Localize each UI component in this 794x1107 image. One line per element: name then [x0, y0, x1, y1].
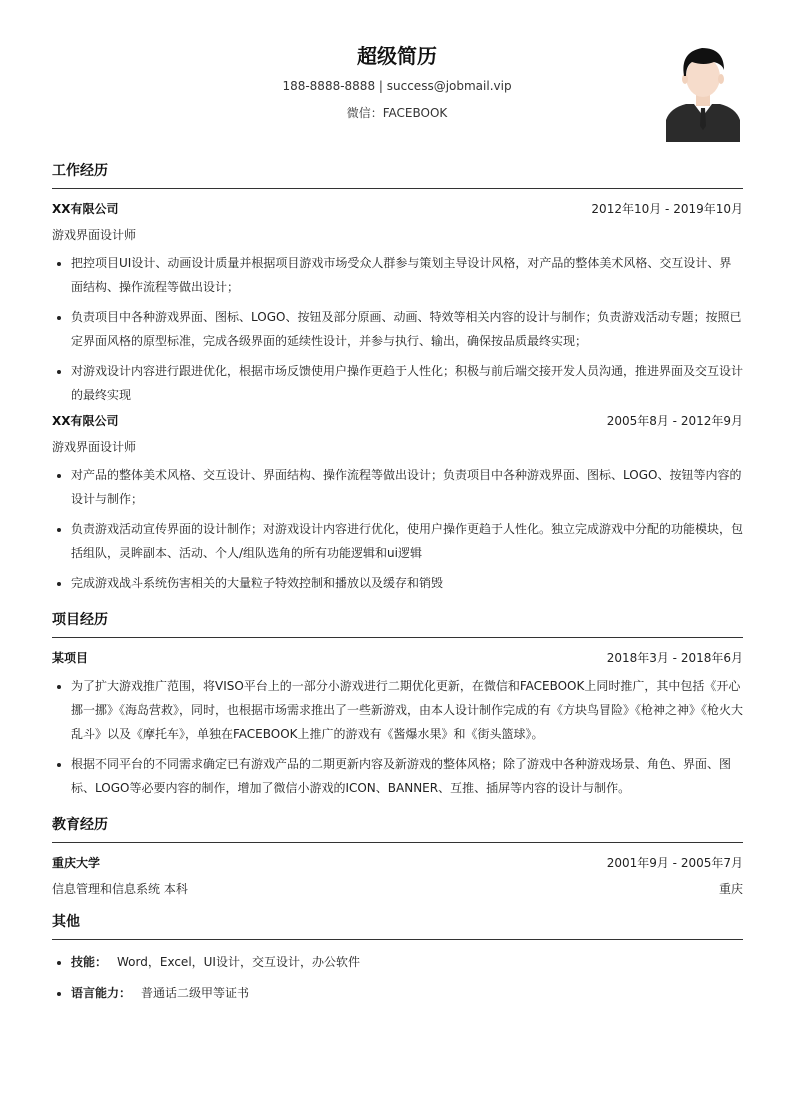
- work-date: 2005年8月 - 2012年9月: [606, 414, 743, 428]
- education-date: 2001年9月 - 2005年7月: [606, 856, 743, 870]
- education-section-title: 教育经历: [52, 814, 743, 843]
- work-duties: [52, 251, 743, 407]
- project-section-title: 项目经历: [52, 609, 743, 638]
- language-item: [71, 983, 743, 1003]
- education-section: [52, 814, 743, 897]
- other-section: [52, 911, 743, 1003]
- skills-value: Word，Excel，UI设计，交互设计，办公软件: [117, 955, 360, 969]
- work-date: 2012年10月 - 2019年10月: [591, 202, 743, 216]
- duty-item: • 对游戏设计内容进行跟进优化，根据市场反馈使用户操作更趋于人性化；积极与前后端交接开发人员沟通，推进界面及交互设计的最终实现: [71, 359, 743, 407]
- project-entry-header: [52, 650, 743, 666]
- language-label: 语言能力：: [71, 986, 132, 1000]
- avatar: [666, 44, 740, 142]
- project-details: [52, 674, 743, 800]
- candidate-name: 超级简历: [357, 44, 437, 68]
- education-entry-header: [52, 855, 743, 871]
- job-role: 游戏界面设计师: [52, 228, 137, 242]
- job-role: 游戏界面设计师: [52, 440, 137, 454]
- project-detail-item: • 根据不同平台的不同需求确定已有游戏产品的二期更新内容及新游戏的整体风格；除了游戏中各种游戏场景、角色、界面、图标、LOGO等必要内容的制作，增加了微信小游戏的ICON、BANNER、互推、插屏等内容的设计与制作。: [71, 752, 743, 800]
- work-section-title: 工作经历: [52, 160, 743, 189]
- company-name: XX有限公司: [52, 414, 119, 428]
- work-section: [52, 160, 743, 595]
- skills-item: [71, 952, 743, 972]
- work-duties: [52, 463, 743, 595]
- contact-line: 188-8888-8888 | success@jobmail.vip: [282, 79, 512, 93]
- project-name: 某项目: [52, 651, 89, 665]
- project-detail-item: • 为了扩大游戏推广范围，将VISO平台上的一部分小游戏进行二期优化更新，在微信和FACEBOOK上同时推广，其中包括《开心挪一挪》《海岛营救》，同时，也根据市场需求推出了一些新游戏，由本人设计制作完成的有《方块鸟冒险》《枪神之神》《枪火大乱斗》以及《摩托车》，单独在FACEBOOK上推广的游戏有《酱爆水果》和《街头篮球》。: [71, 674, 743, 746]
- wechat-line: 微信：FACEBOOK: [346, 106, 448, 120]
- project-section: [52, 609, 743, 800]
- school-location: 重庆: [718, 882, 743, 896]
- work-entry-header: [52, 413, 743, 429]
- other-section-title: 其他: [52, 911, 743, 940]
- duty-item: • 把控项目UI设计、动画设计质量并根据项目游戏市场受众人群参与策划主导设计风格，对产品的整体美术风格、交互设计、界面结构、操作流程等做出设计；: [71, 251, 743, 299]
- work-entry-header: [52, 201, 743, 217]
- skills-label: 技能：: [71, 955, 108, 969]
- major: 信息管理和信息系统 本科: [52, 882, 188, 896]
- duty-item: • 对产品的整体美术风格、交互设计、界面结构、操作流程等做出设计；负责项目中各种游戏界面、图标、LOGO、按钮等内容的设计与制作；: [71, 463, 743, 511]
- education-details: [52, 880, 743, 897]
- company-name: XX有限公司: [52, 202, 119, 216]
- school-name: 重庆大学: [52, 856, 101, 870]
- project-date: 2018年3月 - 2018年6月: [606, 651, 743, 665]
- resume-content: [52, 150, 743, 1017]
- duty-item: • 完成游戏战斗系统伤害相关的大量粒子特效控制和播放以及缓存和销毁: [71, 571, 743, 595]
- other-list: [52, 952, 743, 1003]
- language-value: 普通话二级甲等证书: [141, 986, 250, 1000]
- duty-item: • 负责游戏活动宣传界面的设计制作；对游戏设计内容进行优化，使用户操作更趋于人性化。独立完成游戏中分配的功能模块，包括组队，灵眸副本、活动、个人/组队选角的所有功能逻辑和ui逻辑: [71, 517, 743, 565]
- duty-item: • 负责项目中各种游戏界面、图标、LOGO、按钮及部分原画、动画、特效等相关内容的设计与制作；负责游戏活动专题；按照已定界面风格的原型标准，完成各级界面的延续性设计，并参与执行、输出，确保按品质最终实现；: [71, 305, 743, 353]
